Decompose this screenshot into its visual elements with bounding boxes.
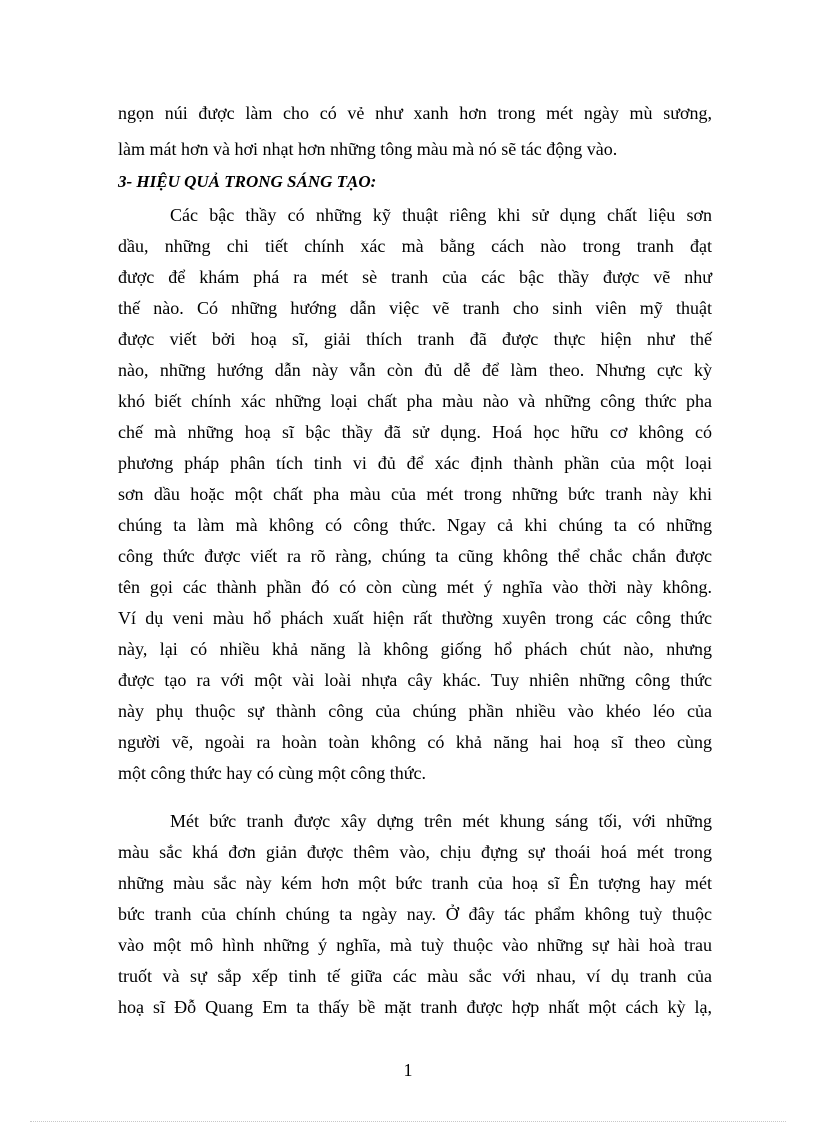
text-line: này phụ thuộc sự thành công của chúng phần nhiều vào khéo léo của xyxy=(118,701,712,721)
text-line: hoạ sĩ Đỗ Quang Em ta thấy bề mặt tranh được hợp nhất một cách kỳ lạ, xyxy=(118,997,712,1017)
text-line: khó biết chính xác những loại chất pha màu nào và những công thức pha xyxy=(118,391,712,411)
text-line: ngọn núi được làm cho có vẻ như xanh hơn trong mét ngày mù sương, xyxy=(118,103,712,123)
text-line: chúng ta làm mà không có công thức. Ngay cả khi chúng ta có những xyxy=(118,515,712,535)
text-line: này, lại có nhiều khả năng là không giống hổ phách chút nào, nhưng xyxy=(118,639,712,659)
text-line: bức tranh của chính chúng ta ngày nay. Ở đây tác phẩm không tuỳ thuộc xyxy=(118,904,712,924)
text-line: truốt và sự sắp xếp tinh tế giữa các màu sắc với nhau, ví dụ tranh của xyxy=(118,966,712,986)
text-line: công thức được viết ra rõ ràng, chúng ta cũng không thể chắc chắn được xyxy=(118,546,712,566)
text-line: Các bậc thầy có những kỹ thuật riêng khi sử dụng chất liệu sơn xyxy=(170,205,712,225)
text-line: những màu sắc này kém hơn một bức tranh của hoạ sĩ Ên tượng hay mét xyxy=(118,873,712,893)
page-divider xyxy=(30,1121,786,1122)
text-line: phương pháp phân tích tinh vi đủ để xác định thành phần của một loại xyxy=(118,453,712,473)
text-line: làm mát hơn và hơi nhạt hơn những tông màu mà nó sẽ tác động vào. xyxy=(118,139,618,159)
text-line: được viết bởi hoạ sĩ, giải thích tranh đã được thực hiện như thế xyxy=(118,329,712,349)
text-line: được để khám phá ra mét sè tranh của các bậc thầy được vẽ như xyxy=(118,267,712,287)
text-line: được tạo ra với một vài loài nhựa cây khác. Tuy nhiên những công thức xyxy=(118,670,712,690)
text-line: màu sắc khá đơn giản được thêm vào, chịu đựng sự thoái hoá mét trong xyxy=(118,842,712,862)
text-line: chế mà những hoạ sĩ bậc thầy đã sử dụng. Hoá học hữu cơ không có xyxy=(118,422,712,442)
text-line: thế nào. Có những hướng dẫn việc vẽ tranh cho sinh viên mỹ thuật xyxy=(118,298,712,318)
text-line: vào một mô hình những ý nghĩa, mà tuỳ thuộc vào những sự hài hoà trau xyxy=(118,935,712,955)
page-number: 1 xyxy=(403,1060,413,1080)
text-line: người vẽ, ngoài ra hoàn toàn không có khả năng hai hoạ sĩ theo cùng xyxy=(118,732,712,752)
text-line: dầu, những chi tiết chính xác mà bằng cách nào trong tranh đạt xyxy=(118,236,712,256)
text-line: tên gọi các thành phần đó có còn cùng mét ý nghĩa vào thời này không. xyxy=(118,577,712,597)
section-heading: 3- HIỆU QUẢ TRONG SÁNG TẠO: xyxy=(118,172,377,191)
text-line: nào, những hướng dẫn này vẫn còn đủ dễ để làm theo. Nhưng cực kỳ xyxy=(118,360,712,380)
text-line: sơn dầu hoặc một chất pha màu của mét trong những bức tranh này khi xyxy=(118,484,712,504)
text-line: Mét bức tranh được xây dựng trên mét khung sáng tối, với những xyxy=(170,811,712,831)
text-line: một công thức hay có cùng một công thức. xyxy=(118,763,426,783)
text-line: Ví dụ veni màu hổ phách xuất hiện rất thường xuyên trong các công thức xyxy=(118,608,712,628)
